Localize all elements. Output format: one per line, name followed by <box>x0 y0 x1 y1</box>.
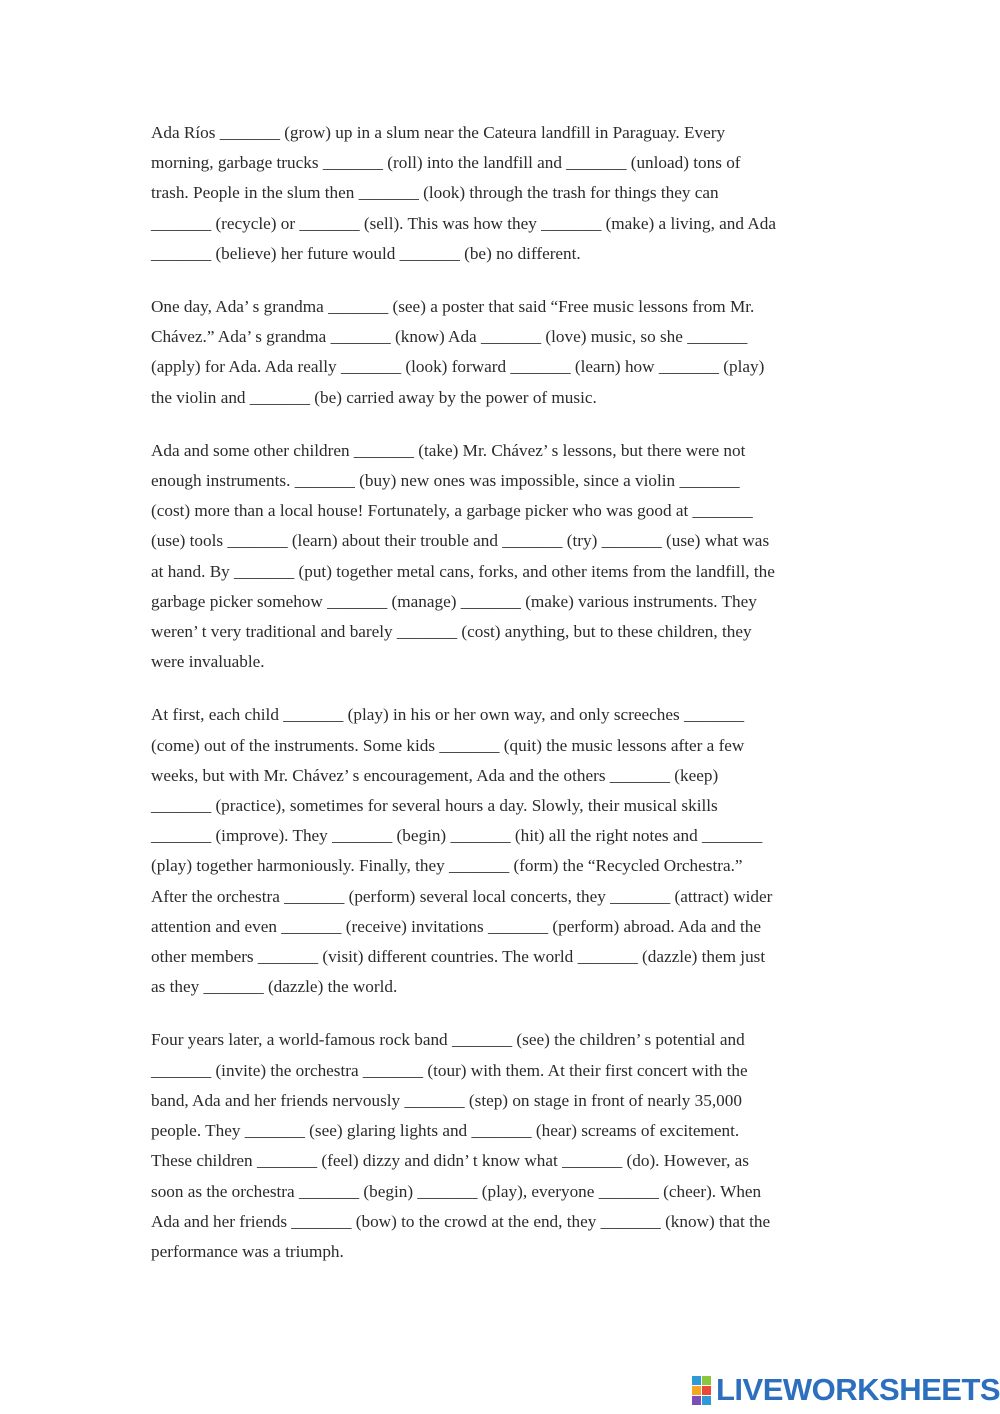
text-line: One day, Ada’ s grandma _______ (see) a poster that said “Free music lessons from Mr. <box>151 297 755 317</box>
logo-text: LIVEWORKSHEETS <box>716 1372 1000 1407</box>
text-line: soon as the orchestra _______ (begin) _______ (play), everyone _______ (cheer). When <box>151 1181 762 1201</box>
text-line: garbage picker somehow _______ (manage) _______ (make) various instruments. They <box>151 591 757 611</box>
text-line: morning, garbage trucks _______ (roll) into the landfill and _______ (unload) tons of <box>151 153 741 173</box>
text-line: _______ (believe) her future would _______ (be) no different. <box>151 243 581 263</box>
text-line: at hand. By _______ (put) together metal cans, forks, and other items from the landfill, the <box>151 561 775 581</box>
text-line: enough instruments. _______ (buy) new ones was impossible, since a violin _______ <box>151 471 740 491</box>
text-line: (come) out of the instruments. Some kids _______ (quit) the music lessons after a few <box>151 735 745 755</box>
text-line: These children _______ (feel) dizzy and didn’ t know what _______ (do). However, as <box>151 1151 749 1171</box>
paragraph <box>151 292 856 413</box>
paragraph <box>151 700 856 1002</box>
text-line: After the orchestra _______ (perform) several local concerts, they _______ (attract) wider <box>151 886 773 906</box>
text-line: _______ (practice), sometimes for several hours a day. Slowly, their musical skills <box>151 796 718 816</box>
liveworksheets-logo <box>692 1372 1000 1408</box>
text-line: weren’ t very traditional and barely _______ (cost) anything, but to these children, they <box>151 622 752 642</box>
text-line: weeks, but with Mr. Chávez’ s encouragement, Ada and the others _______ (keep) <box>151 765 719 785</box>
text-line: were invaluable. <box>151 652 265 672</box>
text-line: (play) together harmoniously. Finally, they _______ (form) the “Recycled Orchestra.” <box>151 856 743 876</box>
text-line: other members _______ (visit) different countries. The world _______ (dazzle) them just <box>151 947 766 967</box>
text-line: band, Ada and her friends nervously _______ (step) on stage in front of nearly 35,000 <box>151 1090 742 1110</box>
text-line: (apply) for Ada. Ada really _______ (look) forward _______ (learn) how _______ (play) <box>151 357 765 377</box>
text-line: as they _______ (dazzle) the world. <box>151 977 398 997</box>
text-line: Ada and her friends _______ (bow) to the crowd at the end, they _______ (know) that the <box>151 1211 771 1231</box>
text-line: (use) tools _______ (learn) about their trouble and _______ (try) _______ (use) what was <box>151 531 770 551</box>
worksheet-body <box>151 118 856 1290</box>
text-line: Four years later, a world-famous rock band _______ (see) the children’ s potential and <box>151 1030 745 1050</box>
paragraph <box>151 118 856 269</box>
text-line: _______ (recycle) or _______ (sell). This was how they _______ (make) a living, and Ada <box>151 213 776 233</box>
text-line: people. They _______ (see) glaring lights and _______ (hear) screams of excitement. <box>151 1121 740 1141</box>
paragraph <box>151 436 856 678</box>
text-line: (cost) more than a local house! Fortunately, a garbage picker who was good at _______ <box>151 501 753 521</box>
paragraph <box>151 1025 856 1267</box>
text-line: trash. People in the slum then _______ (look) through the trash for things they can <box>151 183 719 203</box>
text-line: Ada Ríos _______ (grow) up in a slum near the Cateura landfill in Paraguay. Every <box>151 123 726 142</box>
text-line: the violin and _______ (be) carried away by the power of music. <box>151 387 597 407</box>
liveworksheets-logo-icon <box>692 1375 712 1405</box>
text-line: attention and even _______ (receive) invitations _______ (perform) abroad. Ada and the <box>151 916 761 936</box>
text-line: _______ (improve). They _______ (begin) _______ (hit) all the right notes and _______ <box>151 826 763 846</box>
text-line: Ada and some other children _______ (take) Mr. Chávez’ s lessons, but there were not <box>151 440 746 460</box>
text-line: performance was a triumph. <box>151 1241 344 1261</box>
text-line: _______ (invite) the orchestra _______ (tour) with them. At their first concert with the <box>151 1060 748 1080</box>
text-line: At first, each child _______ (play) in his or her own way, and only screeches _______ <box>151 705 745 725</box>
text-line: Chávez.” Ada’ s grandma _______ (know) Ada _______ (love) music, so she _______ <box>151 327 748 347</box>
